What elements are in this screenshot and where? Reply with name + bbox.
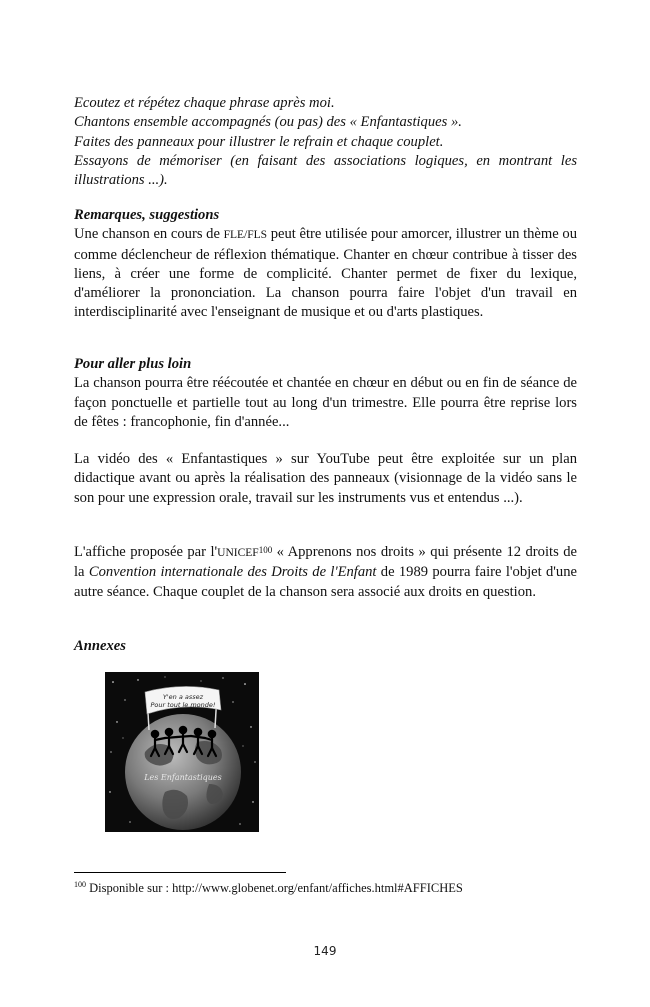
enfantastiques-logo: Les Enfantastiques bbox=[144, 773, 222, 782]
convention-title: Convention internationale des Droits de l'Enfant bbox=[88, 564, 377, 581]
intro-line: Essayons de mémoriser (en faisant des associations logiques, en montrant les illustrations ...). bbox=[74, 152, 577, 189]
abbreviation: FLE/FLS bbox=[223, 229, 268, 242]
text-run: de 1989 pourra faire l'objet d'une autre séance. Chaque couplet de la chanson sera associé aux droits en question. bbox=[74, 564, 578, 600]
footnote-text[interactable]: Disponible sur : http://www.globenet.org/enfant/affiches.html#AFFICHES bbox=[86, 881, 463, 895]
section-heading: Remarques, suggestions bbox=[74, 207, 220, 223]
text-run: « Apprenons nos droits » qui présente 12 droits de la bbox=[74, 544, 577, 581]
section-video bbox=[74, 450, 577, 508]
banner-line1: Y'en a assez bbox=[162, 693, 204, 701]
intro-instructions bbox=[74, 94, 577, 190]
section-affiche bbox=[74, 543, 577, 602]
footnote-number: 100 bbox=[74, 880, 86, 889]
text-run: L'affiche proposée par l' bbox=[74, 544, 218, 560]
section-heading: Pour aller plus loin bbox=[74, 356, 192, 372]
section-annexes bbox=[74, 637, 577, 656]
footnote-reference[interactable]: 100 bbox=[258, 545, 273, 555]
footnote-divider bbox=[74, 872, 286, 873]
footnote bbox=[74, 881, 463, 896]
section-heading: Annexes bbox=[74, 638, 126, 654]
paragraph: La vidéo des « Enfantastiques » sur YouTube peut être exploitée sur un plan didactique avant ou après la réalisation des panneaux (visionnage de la vidéo sans le son pour une expression orale, travail sur les instruments vus et entendus ...). bbox=[74, 451, 577, 506]
paragraph bbox=[74, 225, 577, 322]
paragraph: La chanson pourra être réécoutée et chantée en chœur en début ou en fin de séance de façon ponctuelle et partielle tout au long d'un trimestre. Elle pourra être reprise lors de fêtes : francophonie, fin d'année... bbox=[74, 375, 577, 430]
banner-line2: Pour tout le monde! bbox=[150, 701, 216, 709]
section-plus-loin bbox=[74, 355, 577, 432]
paragraph bbox=[74, 543, 577, 602]
page-number: 149 bbox=[313, 944, 337, 958]
abbreviation: UNICEF bbox=[217, 547, 259, 559]
enfantastiques-cover-image bbox=[105, 672, 259, 832]
text-run: Une chanson en cours de bbox=[74, 226, 224, 243]
section-remarks bbox=[74, 206, 577, 323]
intro-line: Ecoutez et répétez chaque phrase après moi. bbox=[74, 95, 335, 111]
intro-line: Faites des panneaux pour illustrer le refrain et chaque couplet. bbox=[74, 133, 444, 150]
intro-line: Chantons ensemble accompagnés (ou pas) des « Enfantastiques ». bbox=[74, 114, 462, 131]
text-run: peut être utilisée pour amorcer, illustrer un thème ou comme déclencheur de réflexion thématique. Chanter en chœur contribue à tisser des liens, à créer une forme de complicité. Chanter permet de fixer du lexique, d'améliorer la prononciation. La chanson pourra faire l'objet d'un travail en interdisciplinarité avec l'enseignant de musique et ou d'arts plastiques. bbox=[74, 226, 577, 321]
